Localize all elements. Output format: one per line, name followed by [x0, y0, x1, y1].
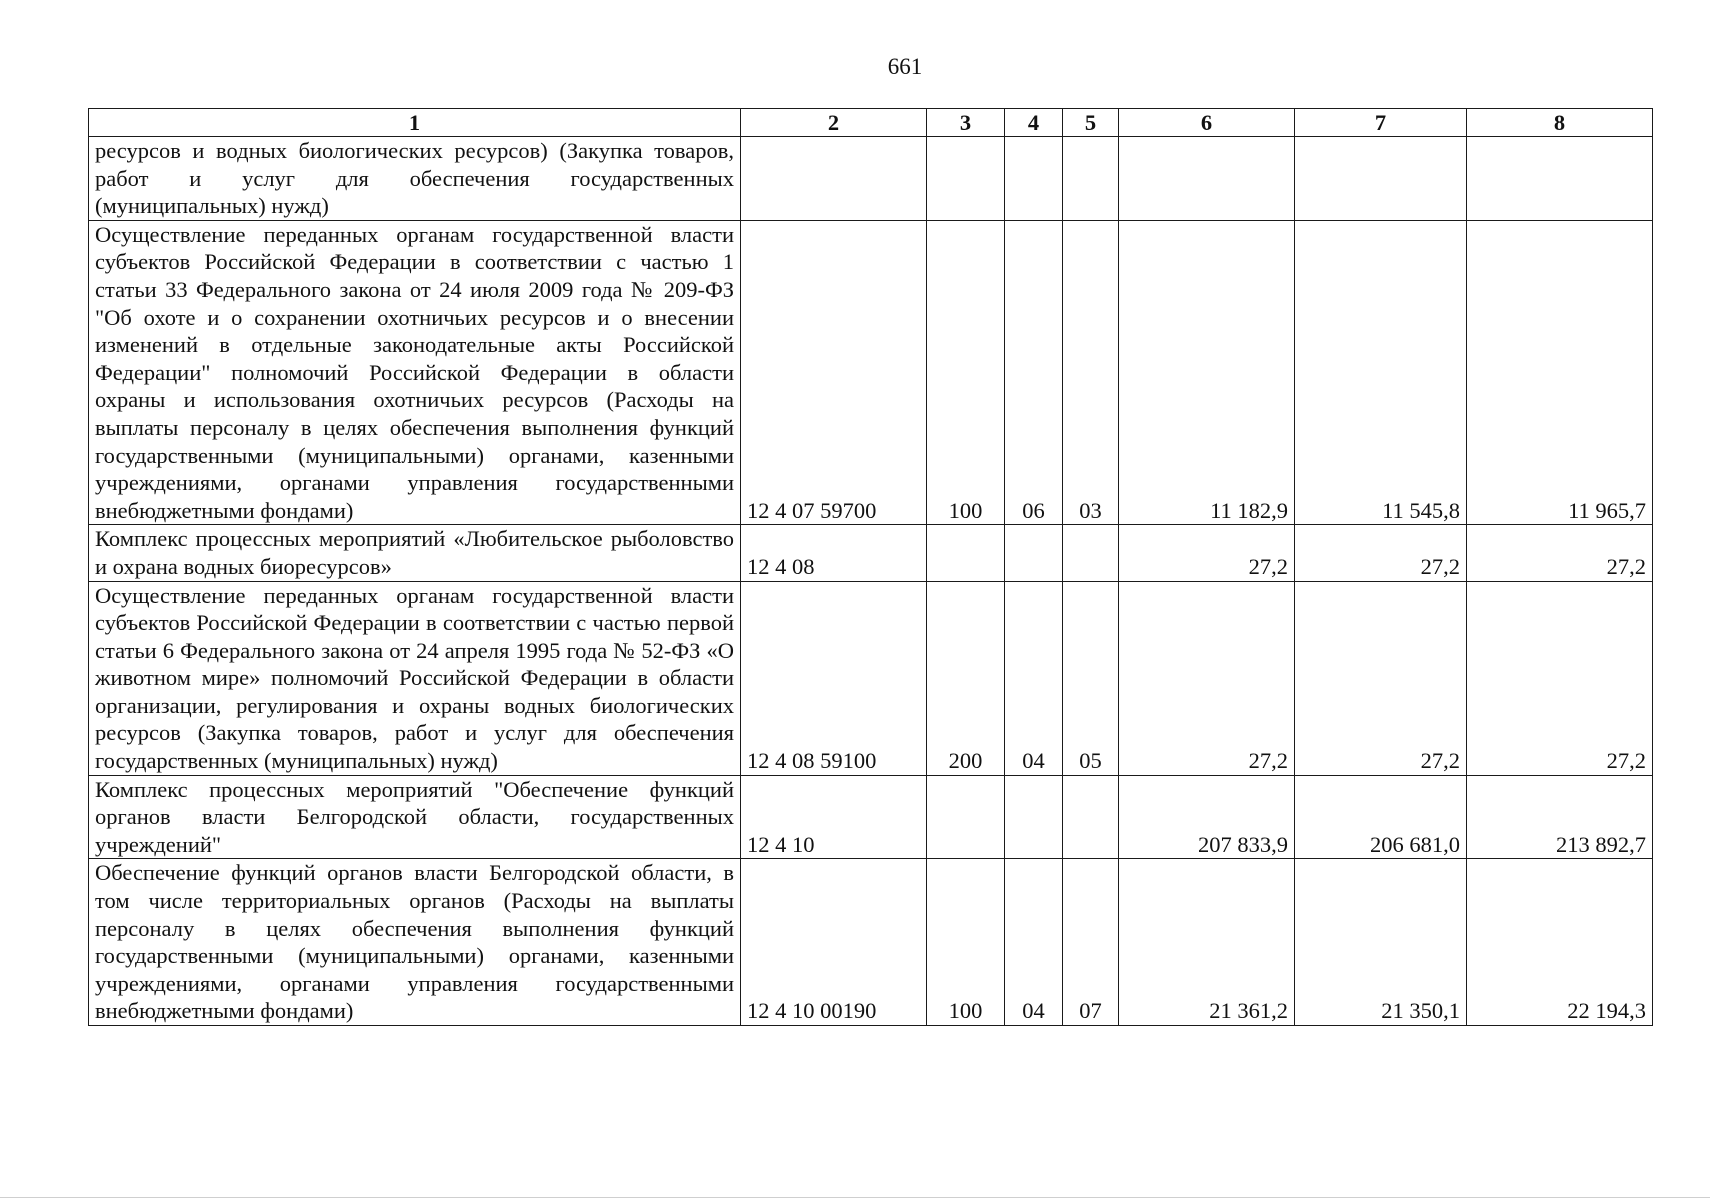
row-code: 12 4 07 59700 — [741, 220, 927, 525]
table-row — [89, 581, 1653, 775]
table-row — [89, 775, 1653, 859]
row-col3: 100 — [927, 220, 1005, 525]
table-row — [89, 220, 1653, 525]
col-header-2: 2 — [741, 109, 927, 137]
row-col3 — [927, 525, 1005, 581]
row-col4: 04 — [1005, 859, 1063, 1026]
col-header-8: 8 — [1467, 109, 1653, 137]
row-col7 — [1295, 137, 1467, 221]
col-header-1: 1 — [89, 109, 741, 137]
col-header-5: 5 — [1063, 109, 1119, 137]
table-row — [89, 859, 1653, 1026]
budget-table — [88, 108, 1653, 1026]
row-col6 — [1119, 137, 1295, 221]
row-col6: 21 361,2 — [1119, 859, 1295, 1026]
row-col3: 100 — [927, 859, 1005, 1026]
col-header-6: 6 — [1119, 109, 1295, 137]
row-col6: 27,2 — [1119, 581, 1295, 775]
row-col4: 04 — [1005, 581, 1063, 775]
row-col8: 27,2 — [1467, 581, 1653, 775]
row-col4 — [1005, 775, 1063, 859]
scan-edge-line — [0, 1197, 1710, 1198]
row-code: 12 4 08 59100 — [741, 581, 927, 775]
table-row — [89, 137, 1653, 221]
row-code: 12 4 08 — [741, 525, 927, 581]
row-col5 — [1063, 525, 1119, 581]
row-col7: 11 545,8 — [1295, 220, 1467, 525]
row-col7: 27,2 — [1295, 525, 1467, 581]
page-number: 661 — [887, 54, 923, 79]
row-description: Осуществление переданных органам государственной власти субъектов Российской Федерации в соответствии с частью 1 статьи 33 Федерального закона от 24 июля 2009 года № 209-ФЗ "Об охоте и о сохранении охотничьих ресурсов и о внесении изменений в отдельные законодательные акты Российской Федерации" полномочий Российской Федерации в области охраны и использования охотничьих ресурсов (Расходы на выплаты персоналу в целях обеспечения выполнения функций государственными (муниципальными) органами, казенными учреждениями, органами управления государственными внебюджетными фондами) — [89, 220, 741, 525]
row-col3 — [927, 775, 1005, 859]
row-col4 — [1005, 525, 1063, 581]
row-col6: 207 833,9 — [1119, 775, 1295, 859]
row-description: Комплекс процессных мероприятий «Любительское рыболовство и охрана водных биоресурсов» — [89, 525, 741, 581]
row-code: 12 4 10 00190 — [741, 859, 927, 1026]
col-header-7: 7 — [1295, 109, 1467, 137]
table-row — [89, 525, 1653, 581]
row-col8: 22 194,3 — [1467, 859, 1653, 1026]
row-description: Осуществление переданных органам государственной власти субъектов Российской Федерации в соответствии с частью первой статьи 6 Федерального закона от 24 апреля 1995 года № 52-ФЗ «О животном мире» полномочий Российской Федерации в области организации, регулирования и охраны водных биологических ресурсов (Закупка товаров, работ и услуг для обеспечения государственных (муниципальных) нужд) — [89, 581, 741, 775]
row-col4 — [1005, 137, 1063, 221]
row-description: Обеспечение функций органов власти Белгородской области, в том числе территориальных органов (Расходы на выплаты персоналу в целях обеспечения выполнения функций государственными (муниципальными) органами, казенными учреждениями, органами управления государственными внебюджетными фондами) — [89, 859, 741, 1026]
header-row — [89, 109, 1653, 137]
row-col7: 27,2 — [1295, 581, 1467, 775]
col-header-3: 3 — [927, 109, 1005, 137]
row-col8: 213 892,7 — [1467, 775, 1653, 859]
row-col4: 06 — [1005, 220, 1063, 525]
col-header-4: 4 — [1005, 109, 1063, 137]
row-col5: 03 — [1063, 220, 1119, 525]
row-col6: 27,2 — [1119, 525, 1295, 581]
row-col5: 07 — [1063, 859, 1119, 1026]
row-col5: 05 — [1063, 581, 1119, 775]
row-col8: 11 965,7 — [1467, 220, 1653, 525]
row-col8: 27,2 — [1467, 525, 1653, 581]
row-description: Комплекс процессных мероприятий "Обеспечение функций органов власти Белгородской области, государственных учреждений" — [89, 775, 741, 859]
row-col7: 206 681,0 — [1295, 775, 1467, 859]
row-code: 12 4 10 — [741, 775, 927, 859]
row-col5 — [1063, 775, 1119, 859]
row-description: ресурсов и водных биологических ресурсов) (Закупка товаров, работ и услуг для обеспечения государственных (муниципальных) нужд) — [89, 137, 741, 221]
row-col3: 200 — [927, 581, 1005, 775]
row-col8 — [1467, 137, 1653, 221]
row-col6: 11 182,9 — [1119, 220, 1295, 525]
row-col7: 21 350,1 — [1295, 859, 1467, 1026]
row-code — [741, 137, 927, 221]
row-col3 — [927, 137, 1005, 221]
row-col5 — [1063, 137, 1119, 221]
